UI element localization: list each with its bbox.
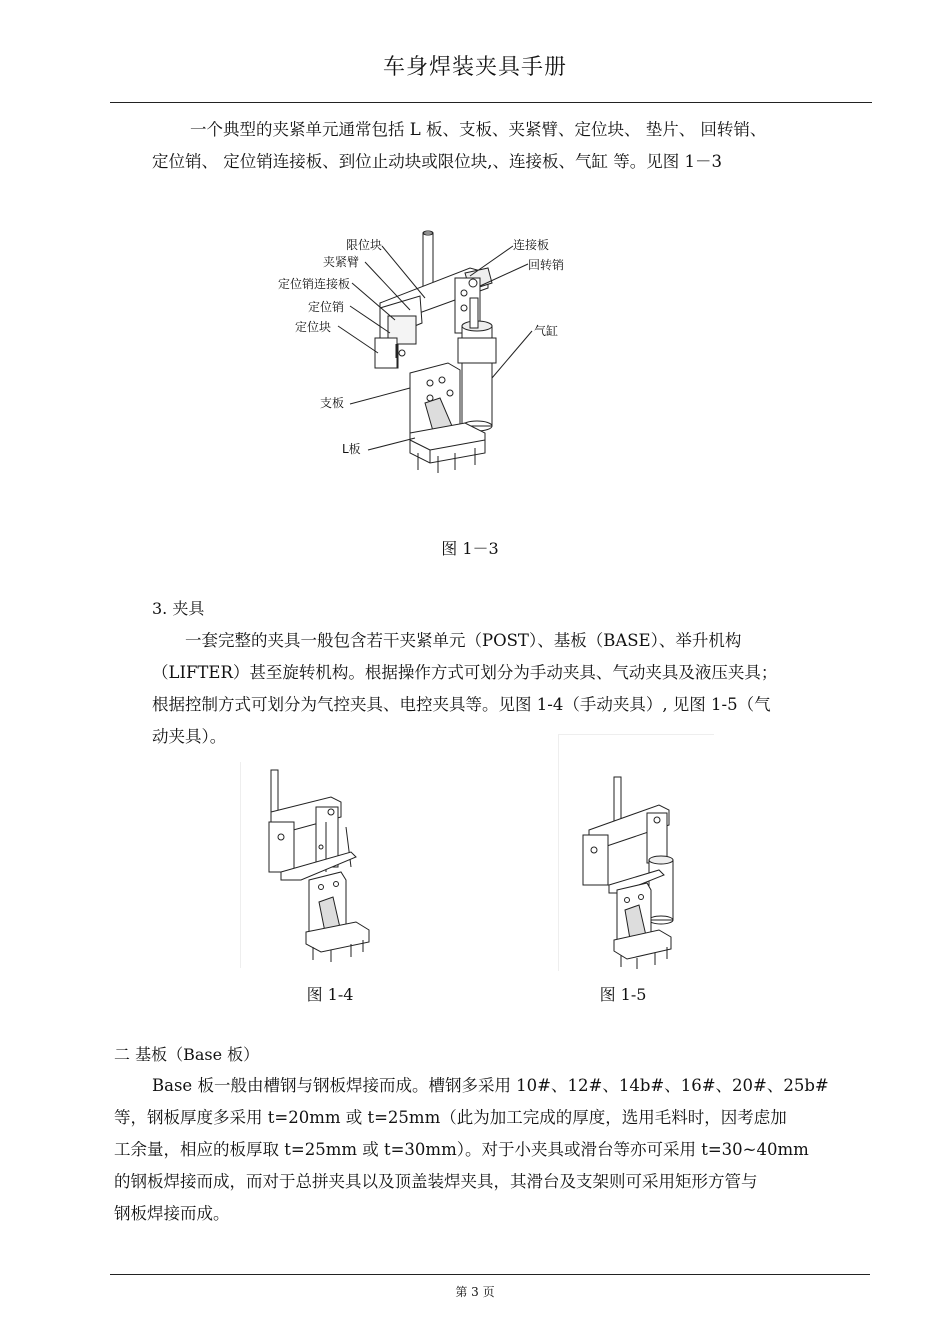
label-pin-connect-plate: 定位销连接板 (278, 277, 351, 291)
label-clamp-arm: 夹紧臂 (323, 255, 360, 269)
intro-paragraph (152, 114, 867, 178)
label-cylinder: 气缸 (534, 324, 559, 338)
page-number: 第 3 页 (455, 1285, 495, 1299)
section-3-line-3: 根据控制方式可划分为气控夹具、电控夹具等。见图 1-4（手动夹具）, 见图 1-5（气 (152, 695, 771, 714)
label-l-plate: L板 (342, 442, 361, 456)
section-base-line-3: 工余量，相应的板厚取 t=25mm 或 t=30mm）。对于小夹具或滑台等亦可采用 t=30~40mm (114, 1140, 809, 1159)
section-3-paragraph (152, 625, 868, 753)
label-support-plate: 支板 (320, 396, 345, 410)
footer-rule (110, 1274, 870, 1275)
section-base-heading: 二 基板（Base 板） (114, 1045, 260, 1064)
figure-1-5 (558, 734, 714, 971)
figure-1-5-caption: 图 1-5 (599, 985, 647, 1004)
label-limit-block: 限位块 (346, 238, 383, 252)
section-base-line-2: 等，钢板厚度多采用 t=20mm 或 t=25mm（此为加工完成的厚度，选用毛料时，因考虑加 (114, 1108, 787, 1127)
figure-1-4-caption: 图 1-4 (306, 985, 354, 1004)
header-rule (110, 102, 872, 103)
figure-1-3 (270, 228, 590, 478)
section-3-line-1: 一套完整的夹具一般包含若干夹紧单元（POST）、基板（BASE）、举升机构 (185, 631, 742, 650)
intro-line-2: 定位销、 定位销连接板、到位止动块或限位块,、连接板、气缸 等。见图 1－3 (152, 152, 722, 171)
label-pivot-pin: 回转销 (528, 258, 565, 272)
section-base-line-1: Base 板一般由槽钢与钢板焊接而成。槽钢多采用 10#、12#、14b#、16#、20#、25b# (152, 1076, 829, 1095)
label-locating-pin: 定位销 (308, 300, 345, 314)
section-base-line-4: 的钢板焊接而成，而对于总拼夹具以及顶盖装焊夹具，其滑台及支架则可采用矩形方管与 (114, 1172, 758, 1191)
label-locating-block: 定位块 (295, 320, 332, 334)
figure-1-3-caption: 图 1－3 (441, 539, 499, 558)
section-base-line-5: 钢板焊接而成。 (114, 1204, 230, 1223)
figure-1-4 (240, 762, 411, 968)
section-3-heading: 3. 夹具 (152, 599, 205, 618)
section-3-line-4: 动夹具）。 (152, 727, 227, 746)
manual-clamp-drawing (241, 762, 411, 968)
pneumatic-clamp-drawing (559, 735, 714, 971)
intro-line-1: 一个典型的夹紧单元通常包括 L 板、支板、夹紧臂、定位块、 垫片、 回转销、 (190, 120, 767, 139)
page-header-title: 车身焊装夹具手册 (382, 55, 567, 80)
section-base-paragraph (114, 1070, 870, 1230)
label-connect-plate: 连接板 (513, 238, 550, 252)
section-3-line-2: （LIFTER）甚至旋转机构。根据操作方式可划分为手动夹具、气动夹具及液压夹具； (152, 663, 778, 682)
